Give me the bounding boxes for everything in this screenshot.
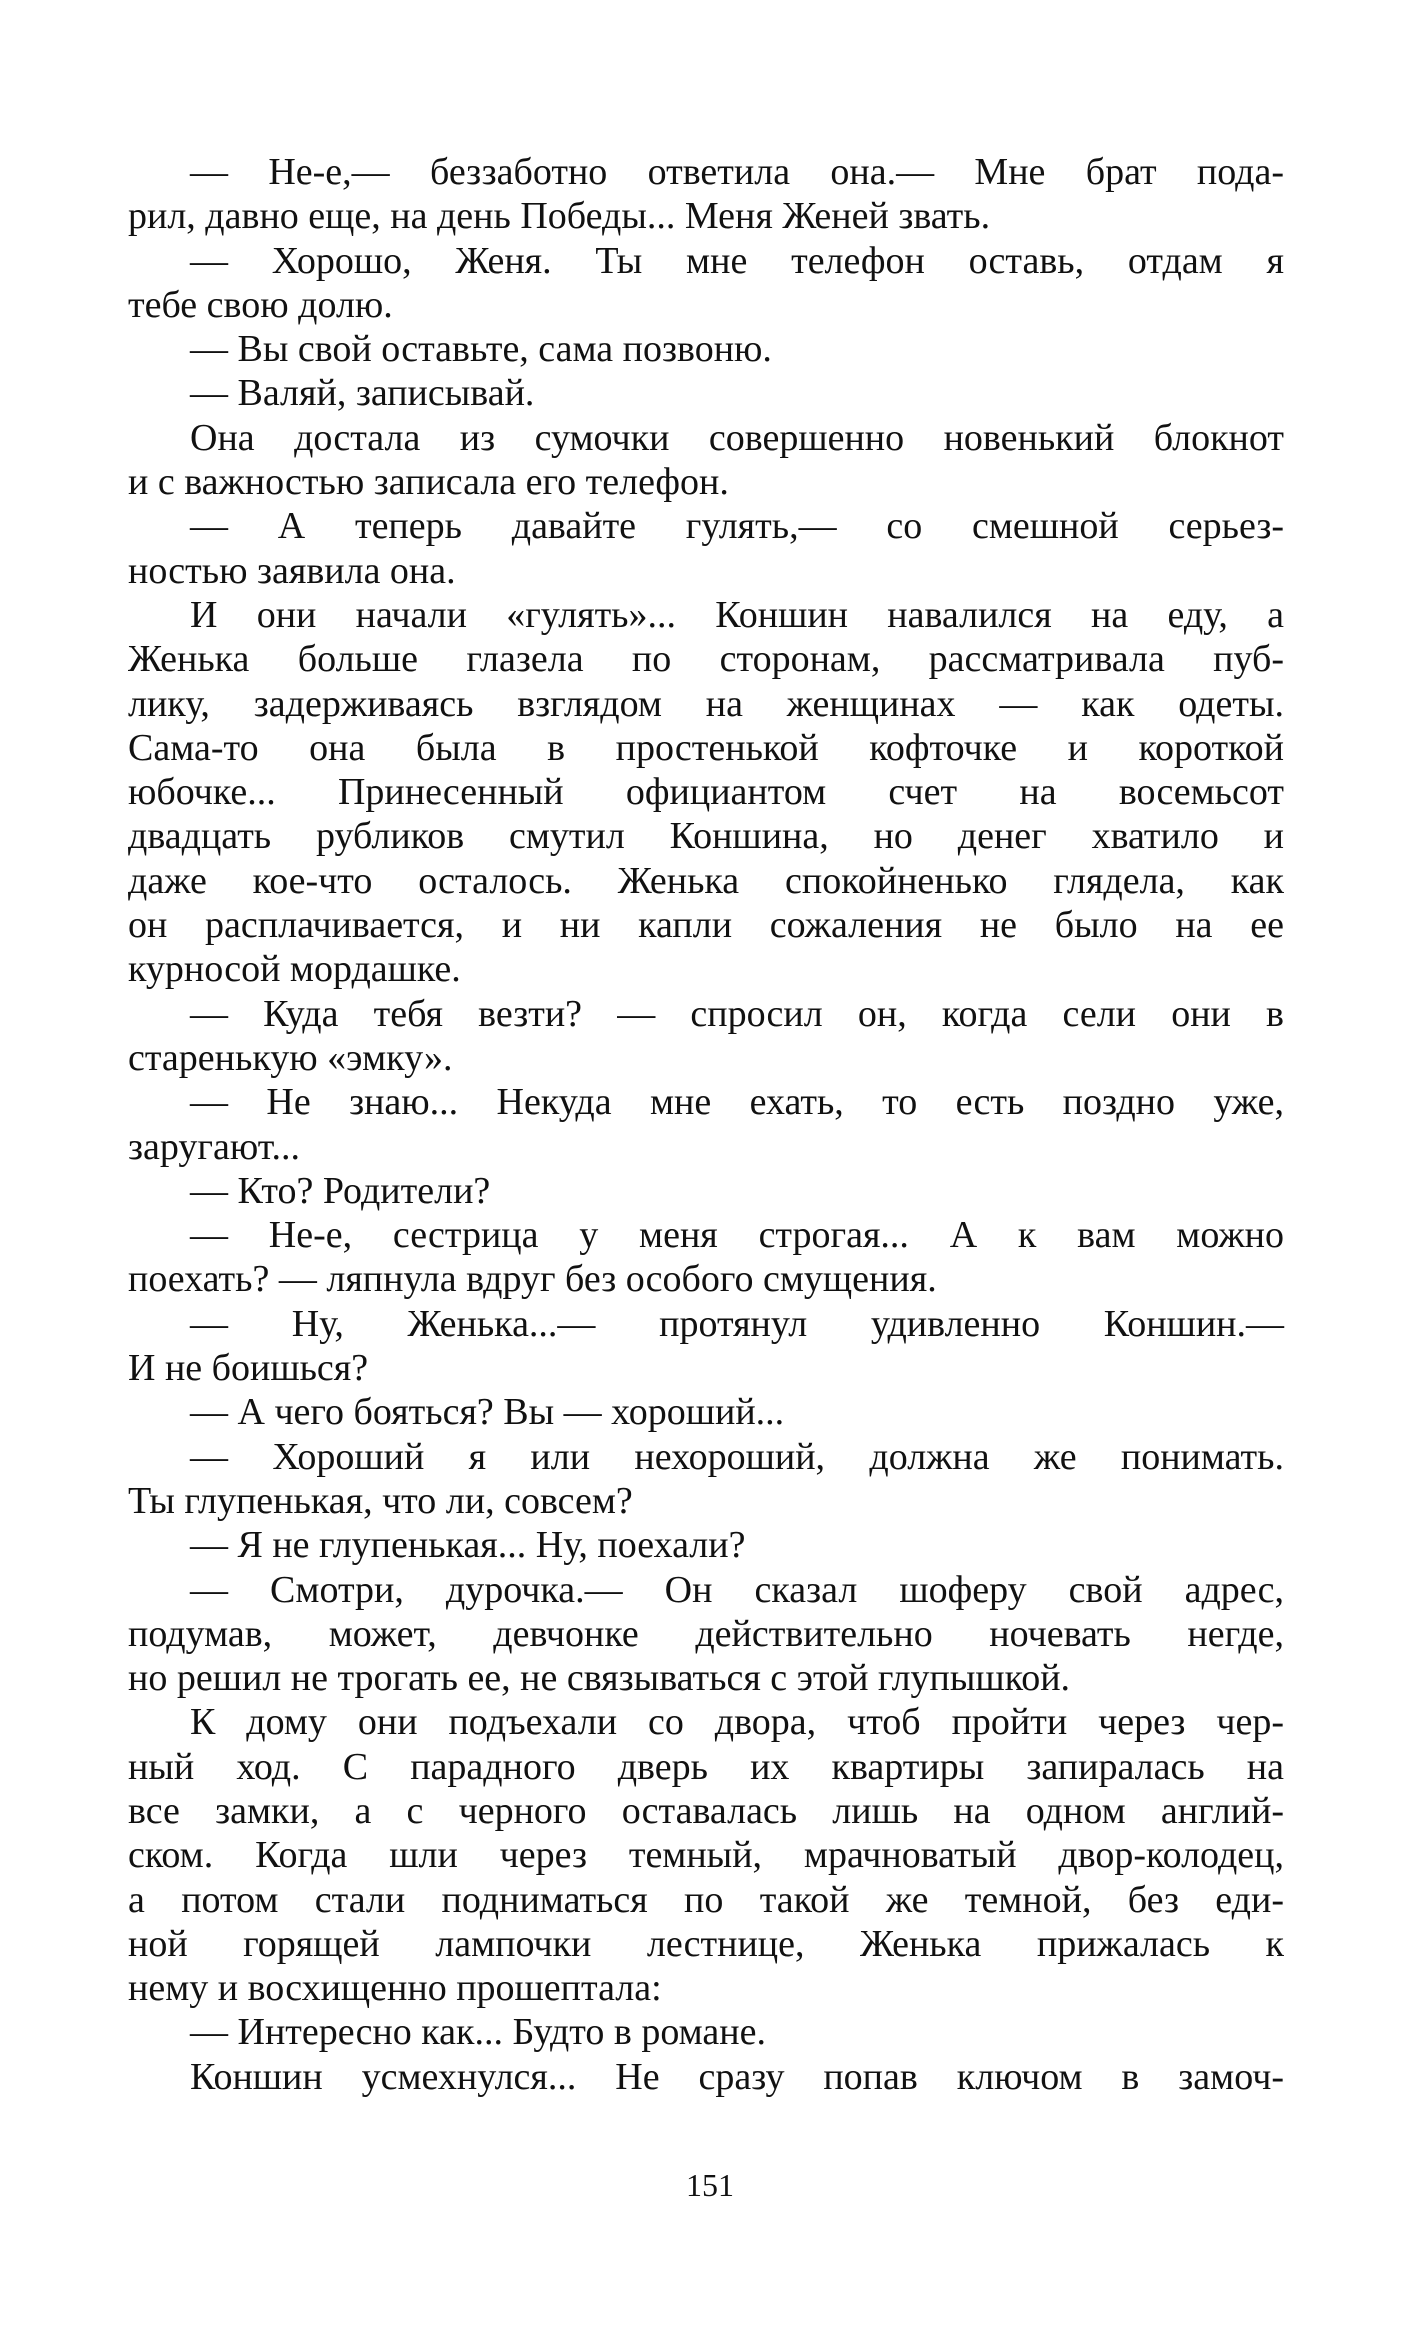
text-line: — Я не глупенькая... Ну, поехали? <box>190 1524 746 1567</box>
text-line: двадцать рубликов смутил Коншина, но денег хватило и <box>128 815 1284 858</box>
text-line: рил, давно еще, на день Победы... Меня Женей звать. <box>128 195 991 238</box>
text-line: и с важностью записала его телефон. <box>128 461 729 504</box>
text-line: К дому они подъехали со двора, чтоб пройти через чер- <box>190 1701 1284 1744</box>
text-line: ностью заявила она. <box>128 549 456 592</box>
text-line: лику, задерживаясь взглядом на женщинах — как одеты. <box>128 682 1284 725</box>
text-line: — Интересно как... Будто в романе. <box>190 2011 766 2054</box>
text-line: Коншин усмехнулся... Не сразу попав ключом в замоч- <box>190 2055 1284 2098</box>
text-line: нему и восхищенно прошептала: <box>128 1967 662 2010</box>
text-line: — Ну, Женька...— протянул удивленно Коншин.— <box>190 1302 1284 1345</box>
text-line: — Валяй, записывай. <box>190 372 535 415</box>
text-line: ный ход. С парадного дверь их квартиры запиралась на <box>128 1745 1284 1788</box>
page-number: 151 <box>686 2167 734 2203</box>
text-line: И не боишься? <box>128 1347 369 1390</box>
text-line: даже кое-что осталось. Женька спокойненько глядела, как <box>128 859 1284 902</box>
text-line: — Смотри, дурочка.— Он сказал шоферу свой адрес, <box>190 1568 1284 1611</box>
text-line: — Вы свой оставьте, сама позвоню. <box>190 328 772 371</box>
text-line: ском. Когда шли через темный, мрачноватый двор-колодец, <box>128 1834 1284 1877</box>
text-line: все замки, а с черного оставалась лишь на одном англий- <box>128 1789 1284 1832</box>
text-line: Она достала из сумочки совершенно новенький блокнот <box>190 416 1284 459</box>
text-line: тебе свою долю. <box>128 283 393 326</box>
text-line: курносой мордашке. <box>128 948 461 991</box>
text-line: поехать? — ляпнула вдруг без особого смущения. <box>128 1258 937 1301</box>
text-line: — Хороший я или нехороший, должна же понимать. <box>190 1435 1284 1478</box>
text-line: — А чего бояться? Вы — хороший... <box>190 1391 785 1434</box>
text-line: И они начали «гулять»... Коншин навалился на еду, а <box>190 593 1284 636</box>
text-line: — Не-е, сестрица у меня строгая... А к вам можно <box>190 1214 1284 1257</box>
text-line: — А теперь давайте гулять,— со смешной серьез- <box>190 505 1284 548</box>
text-line: заругают... <box>128 1125 300 1168</box>
text-line: — Не-е,— беззаботно ответила она.— Мне брат пода- <box>190 151 1284 193</box>
text-line: — Хорошо, Женя. Ты мне телефон оставь, отдам я <box>190 239 1284 282</box>
text-line: — Куда тебя везти? — спросил он, когда сели они в <box>190 992 1284 1035</box>
text-line: юбочке... Принесенный официантом счет на восемьсот <box>128 771 1284 814</box>
text-line: а потом стали подниматься по такой же темной, без еди- <box>128 1878 1284 1921</box>
text-line: Сама-то она была в простенькой кофточке и короткой <box>128 726 1284 769</box>
text-line: подумав, может, девчонке действительно ночевать негде, <box>128 1612 1284 1655</box>
text-line: ной горящей лампочки лестнице, Женька прижалась к <box>128 1922 1284 1965</box>
text-line: но решил не трогать ее, не связываться с этой глупышкой. <box>128 1657 1071 1700</box>
text-line: — Кто? Родители? <box>190 1169 491 1212</box>
text-line: он расплачивается, и ни капли сожаления не было на ее <box>128 904 1284 947</box>
text-line: — Не знаю... Некуда мне ехать, то есть поздно уже, <box>190 1081 1284 1124</box>
text-line: старенькую «эмку». <box>128 1036 453 1079</box>
text-line: Женька больше глазела по сторонам, рассматривала пуб- <box>128 638 1284 681</box>
page-text <box>128 150 1284 2099</box>
text-line: Ты глупенькая, что ли, совсем? <box>128 1479 633 1522</box>
